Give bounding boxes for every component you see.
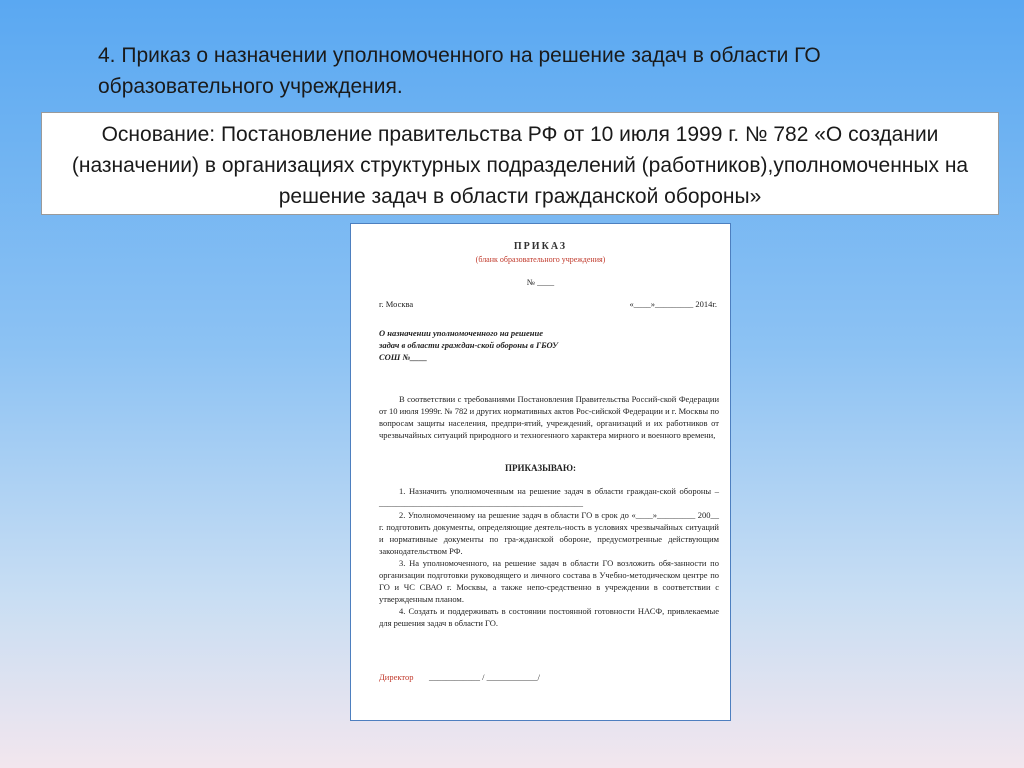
document-number: № ____	[526, 277, 555, 287]
document-signature-line: ____________ / ____________/	[429, 672, 540, 682]
document-blank-note: (бланк образовательного учреждения)	[475, 255, 606, 264]
document-point-3: 3. На уполномоченного, на решение задач в области ГО возложить обя-занности по организации подготовки руководящего и личного состава в Учебно-методическом центре по ГО и ЧС СВАО г. Москвы, а также непо-средственно в учреждении в соответствии с утвержденным планом.	[379, 558, 719, 604]
document-order-word: ПРИКАЗЫВАЮ:	[505, 463, 576, 473]
document-points	[379, 485, 719, 629]
document-point-4: 4. Создать и поддерживать в состоянии постоянной готовности НАСФ, привлекаемые для решения задач в области ГО.	[379, 606, 719, 628]
document-city: г. Москва	[379, 299, 414, 309]
document-subject: О назначении уполномоченного на решение задач в области граждан-ской обороны в ГБОУ СОШ №____	[379, 328, 559, 362]
basis-box: Основание: Постановление правительства РФ от 10 июля 1999 г. № 782 «О создании (назначении) в организациях структурных подразделений (работников),уполномоченных на решение задач в области гражданской обороны»	[41, 112, 999, 215]
document-date: «____»_________ 2014г.	[629, 299, 717, 309]
document-heading: ПРИКАЗ	[513, 241, 568, 252]
document-director-label: Директор	[379, 672, 414, 682]
order-document	[350, 223, 731, 721]
document-preamble: В соответствии с требованиями Постановления Правительства Россий-ской Федерации от 10 июля 1999г. № 782 и других нормативных актов Рос-сийской Федерации и г. Москвы по вопросам защиты населения, предпри-ятий, учреждений, организаций и их работников от чрезвычайных ситуаций природного и техногенного характера мирного и военного времени,	[379, 394, 719, 440]
document-point-2: 2. Уполномоченному на решение задач в области ГО в срок до «____»_________ 200__ г. подготовить документы, определяющие деятель-ность в условиях чрезвычайных ситуаций и нормативные документы по гра-жданской обороне, предусмотренные действующим законодательством РФ.	[379, 510, 719, 556]
slide-title: 4. Приказ о назначении уполномоченного на решение задач в области ГО образовательного учреждения.	[98, 44, 821, 98]
document-point-1: 1. Назначить уполномоченным на решение задач в области граждан-ской обороны – ________________________________________________	[379, 486, 719, 508]
